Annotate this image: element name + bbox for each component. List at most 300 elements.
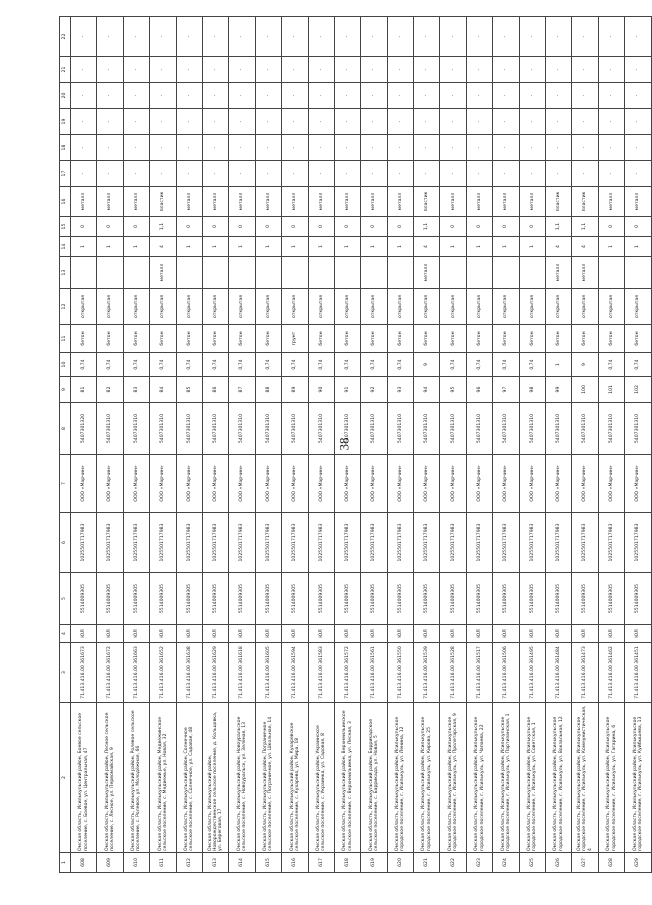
table-cell: Омская область, Исилькульский район, Исилькульское городское поселение, г. Исилькуль, ул. Куйбышева, 13 bbox=[625, 703, 651, 853]
table-cell: 0 bbox=[440, 217, 466, 237]
table-cell: 1 bbox=[546, 353, 572, 377]
table-cell: - bbox=[361, 109, 387, 135]
table-cell: ООО «Марчин» bbox=[123, 455, 149, 513]
table-cell: открытая bbox=[308, 289, 334, 325]
table-cell: открытая bbox=[150, 289, 176, 325]
table-cell: - bbox=[387, 17, 413, 57]
table-cell: Омская область, Исилькульский район, Верхнеильинское сельское поселение, с. Верхнеильинка, ул. Лесная, 3 bbox=[334, 703, 360, 853]
table-cell: 71.413.416.00 361517 bbox=[466, 643, 492, 703]
table-cell: 0 bbox=[176, 217, 202, 237]
table-cell: - bbox=[71, 17, 97, 57]
table-cell bbox=[255, 257, 281, 289]
table-cell: ЮЛ bbox=[97, 625, 123, 643]
table-cell: 625 bbox=[519, 853, 545, 873]
table-cell: 0 bbox=[519, 217, 545, 237]
table-cell: ООО «Марчин» bbox=[202, 455, 228, 513]
table-cell: - bbox=[255, 83, 281, 109]
table-cell: 0 bbox=[598, 217, 624, 237]
table-cell: 9 bbox=[414, 353, 440, 377]
table-cell: 1 bbox=[466, 237, 492, 257]
table-cell: бетон bbox=[308, 325, 334, 353]
table-cell: 5407301310 bbox=[493, 403, 519, 455]
table-cell: - bbox=[97, 83, 123, 109]
table-cell bbox=[282, 257, 308, 289]
table-cell: 71.413.416.00 361618 bbox=[229, 643, 255, 703]
table-cell: Омская область, Исилькульский район, Исилькульское городское поселение, г. Исилькуль, ул. Пролетарская, 9 bbox=[440, 703, 466, 853]
table-cell: - bbox=[572, 83, 598, 109]
table-cell: - bbox=[229, 109, 255, 135]
table-cell: 1025501717983 bbox=[387, 513, 413, 573]
table-body bbox=[71, 17, 652, 873]
table-cell: 1 bbox=[308, 237, 334, 257]
table-cell: - bbox=[519, 109, 545, 135]
table-cell: 0,74 bbox=[123, 353, 149, 377]
table-cell: 609 bbox=[97, 853, 123, 873]
table-cell: Омская область, Исилькульский район, Исилькульское городское поселение, г. Исилькуль, ул. Ленина, 12 bbox=[387, 703, 413, 853]
table-cell: 71.413.416.00 361605 bbox=[255, 643, 281, 703]
table-cell: открытая bbox=[598, 289, 624, 325]
column-header: 6 bbox=[60, 513, 71, 573]
table-cell: ООО «Марчин» bbox=[255, 455, 281, 513]
table-cell: 0,74 bbox=[625, 353, 651, 377]
table-cell: Омская область, Исилькульский район, Исилькульское городское поселение, г. Исилькуль, ул. Коммунистическая, 4 bbox=[572, 703, 598, 853]
table-cell: ЮЛ bbox=[387, 625, 413, 643]
table-cell: 0 bbox=[466, 217, 492, 237]
table-cell: 1025501717983 bbox=[176, 513, 202, 573]
table-cell: 5407301310 bbox=[202, 403, 228, 455]
table-row bbox=[150, 17, 176, 873]
table-cell: 5514009305 bbox=[255, 573, 281, 625]
table-cell: Омская область, Исилькульский район, Исилькульское городское поселение, г. Исилькуль, ул. Кирова, 25 bbox=[414, 703, 440, 853]
table-cell: 0 bbox=[229, 217, 255, 237]
table-cell: Омская область, Исилькульский район, Баррикадское сельское поселение, с. Баррикада, ул. Новая, 5 bbox=[361, 703, 387, 853]
table-cell: Омская область, Исилькульский район, Украинское сельское поселение, с. Украинка, ул. Садовая, 8 bbox=[308, 703, 334, 853]
table-cell: металл bbox=[414, 257, 440, 289]
table-cell: ЮЛ bbox=[598, 625, 624, 643]
table-cell: 0 bbox=[625, 217, 651, 237]
table-cell: - bbox=[229, 17, 255, 57]
table-cell: 628 bbox=[598, 853, 624, 873]
table-cell: - bbox=[334, 161, 360, 187]
table-cell: - bbox=[97, 109, 123, 135]
table-cell: - bbox=[282, 57, 308, 83]
table-cell: - bbox=[546, 135, 572, 161]
table-cell: - bbox=[334, 17, 360, 57]
table-cell: - bbox=[71, 83, 97, 109]
column-header: 12 bbox=[60, 289, 71, 325]
table-cell: - bbox=[97, 17, 123, 57]
table-cell: 83 bbox=[123, 377, 149, 403]
table-cell: - bbox=[229, 161, 255, 187]
table-cell: Омская область, Исилькульский район, Кухаревское сельское поселение, с. Кухарево, ул. Мира, 18 bbox=[282, 703, 308, 853]
table-cell: 1025501717983 bbox=[334, 513, 360, 573]
table-cell: металл bbox=[387, 187, 413, 217]
table-cell: ООО «Марчин» bbox=[546, 455, 572, 513]
table-cell: Омская область, Исилькульский район, Исилькульское городское поселение, г. Исилькуль, ул. Вокзальная, 12 bbox=[546, 703, 572, 853]
table-cell: - bbox=[572, 161, 598, 187]
table-cell: 4 bbox=[414, 237, 440, 257]
table-cell: пластик bbox=[546, 187, 572, 217]
table-cell: 5407301310 bbox=[123, 403, 149, 455]
table-cell: ООО «Марчин» bbox=[97, 455, 123, 513]
table-cell: 1,1 bbox=[414, 217, 440, 237]
table-cell: 101 bbox=[598, 377, 624, 403]
table-cell: - bbox=[282, 17, 308, 57]
table-cell: 5514009305 bbox=[229, 573, 255, 625]
table-cell: - bbox=[282, 83, 308, 109]
table-cell: 1 bbox=[176, 237, 202, 257]
table-cell: ООО «Марчин» bbox=[625, 455, 651, 513]
table-cell: металл bbox=[150, 257, 176, 289]
table-cell: ООО «Марчин» bbox=[387, 455, 413, 513]
table-cell: 102 bbox=[625, 377, 651, 403]
table-cell: 1025501717983 bbox=[361, 513, 387, 573]
table-cell: ООО «Марчин» bbox=[519, 455, 545, 513]
column-header: 8 bbox=[60, 403, 71, 455]
table-cell: - bbox=[387, 135, 413, 161]
table-cell: металл bbox=[202, 187, 228, 217]
table-cell: - bbox=[546, 109, 572, 135]
column-header: 20 bbox=[60, 83, 71, 109]
table-cell: 5407301310 bbox=[308, 403, 334, 455]
table-cell: ЮЛ bbox=[150, 625, 176, 643]
table-cell: 615 bbox=[255, 853, 281, 873]
table-cell: открытая bbox=[97, 289, 123, 325]
table-cell: 617 bbox=[308, 853, 334, 873]
table-cell: 1,1 bbox=[546, 217, 572, 237]
table-cell: ЮЛ bbox=[493, 625, 519, 643]
table-cell: Омская область, Исилькульский район, Новоуральское сельское поселение, с. Новоуральск, ул. Зелёная, 13 bbox=[229, 703, 255, 853]
table-cell: 5514009305 bbox=[598, 573, 624, 625]
table-row bbox=[282, 17, 308, 873]
table-row bbox=[202, 17, 228, 873]
table-cell: - bbox=[466, 135, 492, 161]
table-cell: 5514009305 bbox=[308, 573, 334, 625]
table-cell: 98 bbox=[519, 377, 545, 403]
table-cell: ЮЛ bbox=[361, 625, 387, 643]
table-cell: - bbox=[414, 17, 440, 57]
table-cell: - bbox=[493, 109, 519, 135]
table-cell: ООО «Марчин» bbox=[282, 455, 308, 513]
table-cell: ООО «Марчин» bbox=[440, 455, 466, 513]
column-header: 10 bbox=[60, 353, 71, 377]
table-cell: 5514009305 bbox=[71, 573, 97, 625]
table-cell: 1025501717983 bbox=[625, 513, 651, 573]
table-cell bbox=[229, 257, 255, 289]
table-cell bbox=[71, 257, 97, 289]
table-cell: 621 bbox=[414, 853, 440, 873]
table-cell: бетон bbox=[361, 325, 387, 353]
table-cell: 1 bbox=[282, 237, 308, 257]
table-cell: металл bbox=[466, 187, 492, 217]
table-cell: металл bbox=[308, 187, 334, 217]
table-cell bbox=[440, 257, 466, 289]
table-cell: 84 bbox=[150, 377, 176, 403]
table-cell: 5514009305 bbox=[519, 573, 545, 625]
table-cell: - bbox=[97, 161, 123, 187]
table-cell: открытая bbox=[519, 289, 545, 325]
table-cell: 1,1 bbox=[572, 217, 598, 237]
table-cell: ООО «Марчин» bbox=[493, 455, 519, 513]
table-cell: 0,74 bbox=[440, 353, 466, 377]
column-header: 16 bbox=[60, 187, 71, 217]
table-cell: металл bbox=[493, 187, 519, 217]
table-cell: 5407301310 bbox=[625, 403, 651, 455]
table-cell: металл bbox=[598, 187, 624, 217]
table-cell: Омская область, Исилькульский район, Солнечное сельское поселение, с. Солнечное, ул. Садовая, 48 bbox=[176, 703, 202, 853]
table-cell: ООО «Марчин» bbox=[598, 455, 624, 513]
table-cell: 1 bbox=[123, 237, 149, 257]
table-cell: - bbox=[493, 17, 519, 57]
table-cell: 1025501717983 bbox=[123, 513, 149, 573]
table-cell: - bbox=[123, 135, 149, 161]
table-cell: - bbox=[334, 57, 360, 83]
table-cell: - bbox=[123, 17, 149, 57]
table-cell: 1 bbox=[625, 237, 651, 257]
table-cell: открытая bbox=[202, 289, 228, 325]
table-cell: 5407301310 bbox=[598, 403, 624, 455]
table-cell: - bbox=[308, 83, 334, 109]
table-cell: 1025501717983 bbox=[71, 513, 97, 573]
table-cell: 5407301310 bbox=[229, 403, 255, 455]
table-cell bbox=[361, 257, 387, 289]
table-cell: 0,74 bbox=[229, 353, 255, 377]
table-cell: 1025501717983 bbox=[97, 513, 123, 573]
table-cell: металл bbox=[282, 187, 308, 217]
table-cell: - bbox=[387, 57, 413, 83]
table-cell: 4 bbox=[572, 237, 598, 257]
table-cell: 0,74 bbox=[598, 353, 624, 377]
table-cell: - bbox=[150, 135, 176, 161]
table-cell: - bbox=[414, 161, 440, 187]
table-cell: - bbox=[150, 57, 176, 83]
table-cell bbox=[387, 257, 413, 289]
table-cell: - bbox=[625, 17, 651, 57]
table-cell: - bbox=[440, 83, 466, 109]
table-cell: открытая bbox=[387, 289, 413, 325]
table-cell: 0,74 bbox=[150, 353, 176, 377]
table-cell: - bbox=[546, 161, 572, 187]
table-cell: бетон bbox=[123, 325, 149, 353]
table-cell: Омская область, Исилькульский район, Боевое сельское поселение, с. Боевое, ул. Центральная, 47 bbox=[71, 703, 97, 853]
table-cell: - bbox=[466, 109, 492, 135]
table-cell: - bbox=[598, 161, 624, 187]
table-cell: - bbox=[229, 83, 255, 109]
table-cell: - bbox=[176, 83, 202, 109]
table-row bbox=[308, 17, 334, 873]
table-cell: ЮЛ bbox=[255, 625, 281, 643]
table-cell bbox=[334, 257, 360, 289]
table-cell: открытая bbox=[334, 289, 360, 325]
column-header: 22 bbox=[60, 17, 71, 57]
table-cell: - bbox=[202, 83, 228, 109]
table-cell: 629 bbox=[625, 853, 651, 873]
table-cell: 0 bbox=[493, 217, 519, 237]
table-cell: 1 bbox=[598, 237, 624, 257]
table-cell: Омская область, Исилькульский район, Исилькульское городское поселение, г. Исилькуль, ул. Чапаева, 22 bbox=[466, 703, 492, 853]
table-cell: 5407301310 bbox=[519, 403, 545, 455]
table-cell: - bbox=[71, 109, 97, 135]
table-cell: - bbox=[466, 161, 492, 187]
table-cell: ООО «Марчин» bbox=[334, 455, 360, 513]
table-cell: 610 bbox=[123, 853, 149, 873]
table-cell: 5514009305 bbox=[123, 573, 149, 625]
table-cell: 5514009305 bbox=[334, 573, 360, 625]
table-cell: - bbox=[71, 161, 97, 187]
table-cell: бетон bbox=[387, 325, 413, 353]
table-cell: - bbox=[466, 17, 492, 57]
table-cell: - bbox=[123, 57, 149, 83]
table-cell: 87 bbox=[229, 377, 255, 403]
table-cell: - bbox=[546, 17, 572, 57]
table-cell: бетон bbox=[414, 325, 440, 353]
table-cell: 1 bbox=[97, 237, 123, 257]
table-cell: 627 bbox=[572, 853, 598, 873]
table-cell: 91 bbox=[334, 377, 360, 403]
table-cell: 81 bbox=[71, 377, 97, 403]
table-cell: 1025501717983 bbox=[466, 513, 492, 573]
table-cell: - bbox=[598, 83, 624, 109]
table-cell: ЮЛ bbox=[572, 625, 598, 643]
table-cell: Омская область, Исилькульский район, Исилькульское городское поселение, г. Исилькуль, ул. Советская, 1 bbox=[519, 703, 545, 853]
table-cell: открытая bbox=[176, 289, 202, 325]
table-cell: 5407301310 bbox=[572, 403, 598, 455]
table-cell: 5514009305 bbox=[202, 573, 228, 625]
table-cell: - bbox=[598, 135, 624, 161]
table-cell: - bbox=[176, 17, 202, 57]
table-cell: Омская область, Исилькульский район, Пограничное сельское поселение, с. Пограничное, ул. Школьная, 14 bbox=[255, 703, 281, 853]
table-cell bbox=[493, 257, 519, 289]
table-cell: ЮЛ bbox=[176, 625, 202, 643]
table-cell: 5514009305 bbox=[414, 573, 440, 625]
table-cell: бетон bbox=[519, 325, 545, 353]
table-cell: 1025501717983 bbox=[493, 513, 519, 573]
table-row bbox=[334, 17, 360, 873]
table-cell: металл bbox=[546, 257, 572, 289]
table-cell: 1 bbox=[519, 237, 545, 257]
table-header-row bbox=[60, 17, 71, 873]
table-cell: 71.413.416.00 361663 bbox=[123, 643, 149, 703]
table-cell bbox=[202, 257, 228, 289]
table-cell: 71.413.416.00 361528 bbox=[440, 643, 466, 703]
table-cell: - bbox=[176, 161, 202, 187]
table-cell: 0 bbox=[387, 217, 413, 237]
table-cell: 5407301310 bbox=[361, 403, 387, 455]
table-cell: - bbox=[414, 109, 440, 135]
table-cell: металл bbox=[176, 187, 202, 217]
table-cell: 71.413.416.00 361672 bbox=[97, 643, 123, 703]
table-row bbox=[361, 17, 387, 873]
table-cell: 71.413.416.00 361673 bbox=[71, 643, 97, 703]
table-cell: - bbox=[71, 135, 97, 161]
table-cell: открытая bbox=[546, 289, 572, 325]
table-cell: металл bbox=[123, 187, 149, 217]
table-cell: ЮЛ bbox=[625, 625, 651, 643]
column-header: 1 bbox=[60, 853, 71, 873]
table-cell: бетон bbox=[598, 325, 624, 353]
table-cell: открытая bbox=[282, 289, 308, 325]
table-cell: 71.413.416.00 361462 bbox=[598, 643, 624, 703]
table-cell: - bbox=[150, 83, 176, 109]
table-cell: - bbox=[493, 57, 519, 83]
table-cell: - bbox=[150, 109, 176, 135]
table-cell: - bbox=[202, 109, 228, 135]
table-row bbox=[519, 17, 545, 873]
table-cell: - bbox=[361, 161, 387, 187]
table-cell: - bbox=[255, 109, 281, 135]
table-cell: - bbox=[625, 109, 651, 135]
table-cell: бетон bbox=[202, 325, 228, 353]
table-cell: - bbox=[202, 57, 228, 83]
table-cell: - bbox=[572, 109, 598, 135]
table-cell: - bbox=[572, 57, 598, 83]
table-cell: - bbox=[176, 135, 202, 161]
table-cell: 1 bbox=[361, 237, 387, 257]
table-cell: 5514009305 bbox=[176, 573, 202, 625]
table-cell: 1025501717983 bbox=[255, 513, 281, 573]
table-cell: 0,74 bbox=[176, 353, 202, 377]
table-cell: - bbox=[150, 17, 176, 57]
table-cell: 71.413.416.00 361495 bbox=[519, 643, 545, 703]
table-row bbox=[387, 17, 413, 873]
table-cell: 5407301310 bbox=[150, 403, 176, 455]
table-cell: - bbox=[123, 161, 149, 187]
page-number: 38 bbox=[336, 437, 352, 451]
table-cell: 5407301310 bbox=[176, 403, 202, 455]
table-cell: 608 bbox=[71, 853, 97, 873]
table-cell: 0 bbox=[123, 217, 149, 237]
table-cell: - bbox=[440, 109, 466, 135]
table-cell: - bbox=[493, 161, 519, 187]
table-cell: 71.413.416.00 361638 bbox=[176, 643, 202, 703]
table-cell: 93 bbox=[387, 377, 413, 403]
table-cell: Омская область, Исилькульский район, Исилькульское городское поселение, г. Исилькуль, ул. Гагарина, 6 bbox=[598, 703, 624, 853]
table-cell: 613 bbox=[202, 853, 228, 873]
table-cell: 0,74 bbox=[202, 353, 228, 377]
table-cell: 0,74 bbox=[308, 353, 334, 377]
table-cell: 100 bbox=[572, 377, 598, 403]
table-cell: металл bbox=[440, 187, 466, 217]
table-cell: 71.413.416.00 361561 bbox=[361, 643, 387, 703]
table-cell: 82 bbox=[97, 377, 123, 403]
table-cell bbox=[598, 257, 624, 289]
table-cell bbox=[308, 257, 334, 289]
column-header: 4 bbox=[60, 625, 71, 643]
table-cell: - bbox=[387, 161, 413, 187]
table-cell: - bbox=[123, 109, 149, 135]
table-cell: металл bbox=[334, 187, 360, 217]
table-cell: - bbox=[308, 135, 334, 161]
table-cell: - bbox=[282, 109, 308, 135]
table-cell: - bbox=[466, 57, 492, 83]
table-cell: - bbox=[572, 135, 598, 161]
table-cell: ЮЛ bbox=[282, 625, 308, 643]
table-cell: 0,74 bbox=[255, 353, 281, 377]
table-cell: 623 bbox=[466, 853, 492, 873]
table-cell: 5407301310 bbox=[440, 403, 466, 455]
table-cell: - bbox=[361, 83, 387, 109]
column-header: 14 bbox=[60, 237, 71, 257]
column-header: 11 bbox=[60, 325, 71, 353]
table-cell: бетон bbox=[493, 325, 519, 353]
table-cell: 0,74 bbox=[466, 353, 492, 377]
table-cell: 5514009305 bbox=[97, 573, 123, 625]
table-cell: 616 bbox=[282, 853, 308, 873]
table-cell: бетон bbox=[255, 325, 281, 353]
table-cell: - bbox=[625, 161, 651, 187]
table-cell: бетон bbox=[229, 325, 255, 353]
table-cell: 0,74 bbox=[282, 353, 308, 377]
